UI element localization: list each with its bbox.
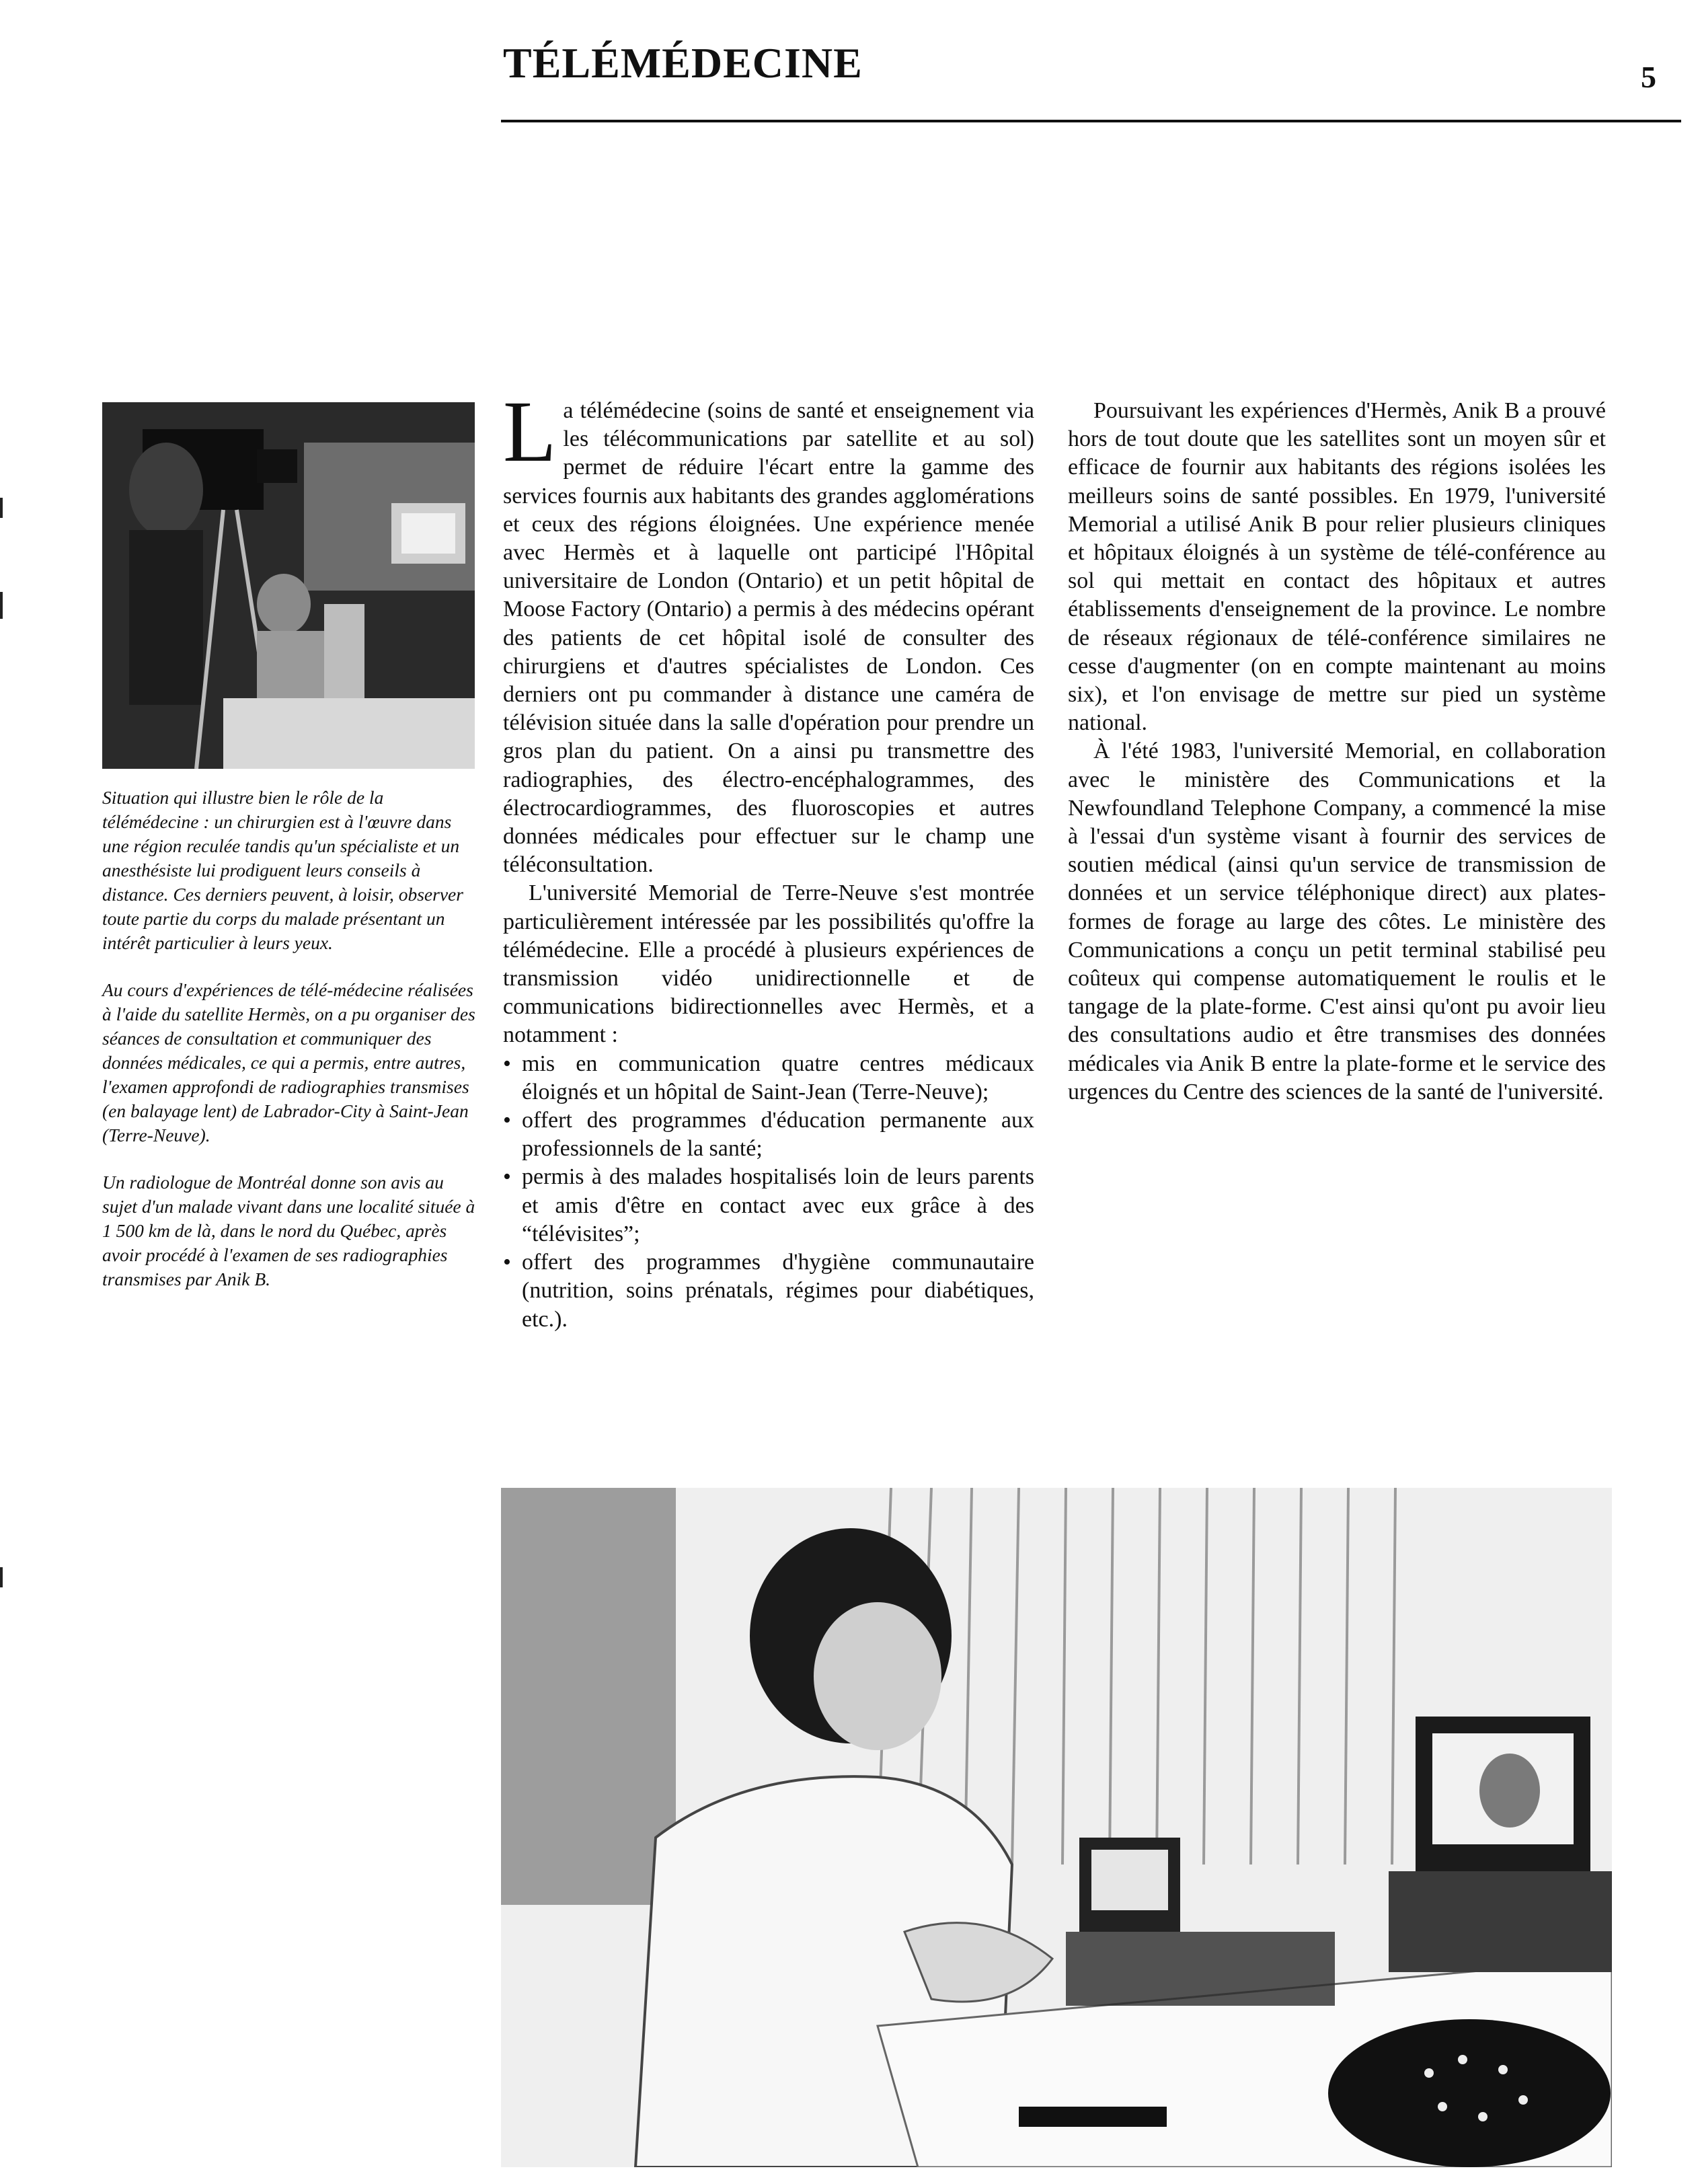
page-number: 5 <box>1641 60 1656 94</box>
paragraph-text: a télémédecine (soins de santé et enseignement via les télécommunications par satellite et au sol) permet de réduire l'écart entre la gamme des services fournis aux habitants des grandes agglomérations et ceux des régions éloignées. Une expérience menée avec Hermès et à laquelle ont participé l'Hôpital universitaire de London (Ontario) et un petit hôpital de Moose Factory (Ontario) a permis à des médecins opérant des patients de cet hôpital isolé de consulter des chirurgiens et d'autres spécialistes de London. Ces derniers ont pu commander à distance une caméra de télévision située dans la salle d'opération pour prendre un gros plan du patient. On a ainsi pu transmettre des radiographies, des électro-encéphalogrammes, des électrocardiogrammes, des fluoroscopies et autres données médicales pour effectuer sur le champ une téléconsultation. <box>503 398 1034 878</box>
article-paragraph: À l'été 1983, l'université Memorial, en collaboration avec le ministère des Communications et la Newfoundland Telephone Company, a commencé la mise à l'essai d'un système visant à fournir des services de soutien médical (ainsi qu'un service de transmission de données et un service téléphonique direct) aux plates-formes de forage au large des côtes. Le ministère des Communications a conçu un petit terminal stabilisé peu coûteux qui compense automatiquement le roulis et le tangage de la plate-forme. C'est ainsi qu'ont pu avoir lieu des consultations audio et être transmises des données médicales via Anik B entre la plate-forme et le service des urgences du Centre des sciences de la santé de l'université. <box>1068 739 1606 1104</box>
caption-radiologist: Un radiologue de Montréal donne son avis au sujet d'un malade vivant dans une localité située à 1 500 km de là, dans le nord du Québec, après avoir procédé à l'examen de ses radiographies transmises par Anik B. <box>102 1172 475 1289</box>
scan-mark <box>0 1567 3 1587</box>
caption-surgery: Situation qui illustre bien le rôle de la télémédecine : un chirurgien est à l'œuvre dans une région reculée tandis qu'un spécialiste et un anesthésiste lui prodiguent leurs conseils à distance. Ces derniers peuvent, à loisir, observer toute partie du corps du malade présentant un intérêt particulier à leurs yeux. <box>102 787 463 953</box>
list-item: • mis en communication quatre centres médicaux éloignés et un hôpital de Saint-Jean (Terre-Neuve); <box>503 1050 1034 1106</box>
list-item: • offert des programmes d'éducation permanente aux professionnels de la santé; <box>503 1106 1034 1163</box>
article-column-2 <box>1068 397 1606 1106</box>
bullet-list <box>503 1050 1034 1334</box>
scan-mark <box>0 592 3 619</box>
drop-cap: L <box>503 383 557 480</box>
caption-hermes: Au cours d'expériences de télé-médecine réalisées à l'aide du satellite Hermès, on a pu organiser des séances de consultation et communiquer des données médicales, ce qui a permis, entre autres, l'examen approfondi de radiographies transmises (en balayage lent) de Labrador-City à Saint-Jean (Terre-Neuve). <box>102 979 475 1145</box>
page-title: TÉLÉMÉDECINE <box>503 39 863 87</box>
scan-mark <box>0 498 3 518</box>
header-rule <box>501 120 1681 122</box>
list-item: • offert des programmes d'hygiène communautaire (nutrition, soins prénatals, régimes pour diabétiques, etc.). <box>503 1248 1034 1334</box>
photo-captions <box>102 786 479 1314</box>
surgery-photo-illustration <box>102 402 475 769</box>
radiologist-photo <box>501 1488 1612 2167</box>
article-paragraph: Poursuivant les expériences d'Hermès, Anik B a prouvé hors de tout doute que les satellites sont un moyen sûr et efficace de fournir aux habitants des régions isolées les meilleurs soins de santé possibles. En 1979, l'université Memorial a utilisé Anik B pour relier plusieurs cliniques et hôpitaux éloignés à un système de télé-conférence au sol qui mettait en contact des hôpitaux et autres établissements d'enseignement de la province. Le nombre de réseaux régionaux de télé-conférence similaires ne cesse d'augmenter (on en compte maintenant au moins six), et l'on envisage de mettre sur pied un système national. <box>1068 398 1606 736</box>
article-column-1 <box>503 383 1034 1334</box>
radiologist-photo-illustration <box>501 1488 1612 2167</box>
surgery-photo <box>102 402 475 769</box>
list-item: • permis à des malades hospitalisés loin de leurs parents et amis d'être en contact avec eux grâce à des “télévisites”; <box>503 1163 1034 1248</box>
article-paragraph: L'université Memorial de Terre-Neuve s'est montrée particulièrement intéressée par les possibilités qu'offre la télémédecine. Elle a procédé à plusieurs expériences de transmission vidéo unidirectionnelle et de communications bidirectionnelles avec Hermès, et a notamment : <box>503 880 1034 1048</box>
article-paragraph <box>503 383 1034 879</box>
